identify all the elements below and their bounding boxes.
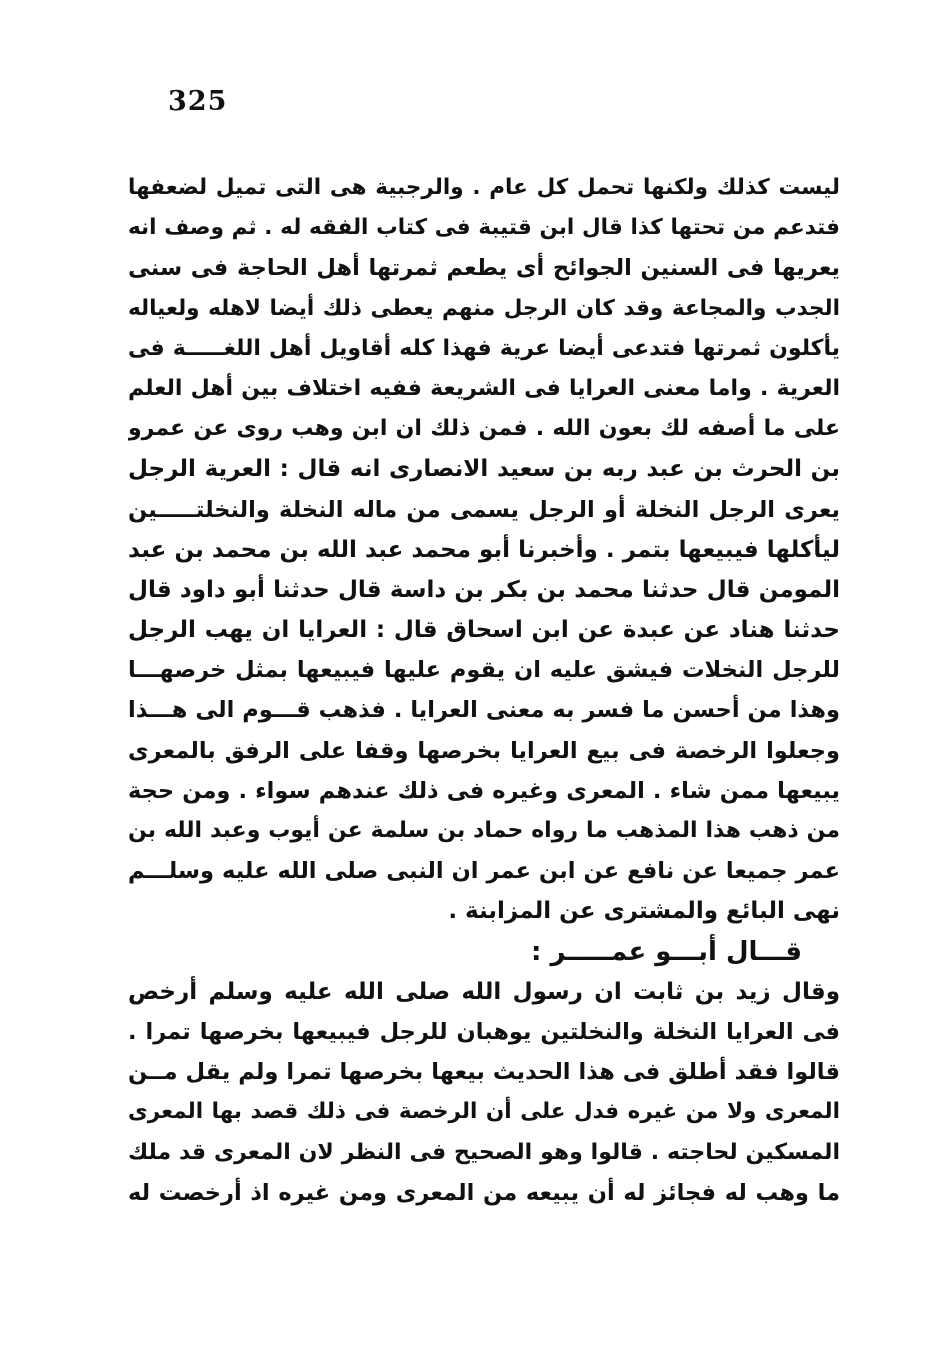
text-line: يعرى الرجل النخلة أو الرجل يسمى من ماله النخلة والنخلتـــــين — [128, 496, 840, 523]
text-line: للرجل النخلات فيشق عليه ان يقوم عليها فيبيعها بمثل خرصهـــا — [128, 657, 840, 684]
paragraph-2 — [128, 972, 840, 1213]
text-line: يأكلون ثمرتها فتدعى أيضا عرية فهذا كله أقاويل أهل اللغـــــة فى — [128, 335, 840, 361]
text-line: يعريها فى السنين الجوائح أى يطعم ثمرتها أهل الحاجة فى سنى — [128, 255, 840, 282]
section-heading: قـــال أبـــو عمـــــر : — [531, 936, 802, 967]
text-line: فتدعم من تحتها كذا قال ابن قتيبة فى كتاب الفقه له . ثم وصف انه — [128, 215, 840, 241]
text-line: ليست كذلك ولكنها تحمل كل عام . والرجبية هى التى تميل لضعفها — [128, 175, 840, 200]
text-line: العرية . واما معنى العرايا فى الشريعة ففيه اختلاف بين أهل العلم — [128, 375, 840, 401]
text-line: نهى البائع والمشترى عن المزابنة . — [448, 898, 840, 925]
text-line: المعرى ولا من غيره فدل على أن الرخصة فى ذلك قصد بها المعرى — [128, 1099, 840, 1125]
text-line: حدثنا هناد عن عبدة عن ابن اسحاق قال : العرايا ان يهب الرجل — [128, 617, 840, 644]
text-line: الجدب والمجاعة وقد كان الرجل منهم يعطى ذلك أيضا لاهله ولعياله — [128, 295, 840, 321]
text-line: عمر جميعا عن نافع عن ابن عمر ان النبى صلى الله عليه وسلـــم — [128, 858, 840, 885]
text-line: المومن قال حدثنا محمد بن بكر بن داسة قال حدثنا أبو داود قال — [128, 576, 840, 603]
text-line: من ذهب هذا المذهب ما رواه حماد بن سلمة عن أيوب وعبد الله بن — [128, 818, 840, 843]
paragraph-1 — [128, 168, 840, 932]
text-line: وهذا من أحسن ما فسر به معنى العرايا . فذهب قـــوم الى هـــذا — [128, 697, 840, 724]
page-number: 325 — [168, 86, 228, 117]
body-text — [128, 168, 840, 1213]
text-line: المسكين لحاجته . قالوا وهو الصحيح فى النظر لان المعرى قد ملك — [128, 1139, 840, 1165]
text-line: يبيعها ممن شاء . المعرى وغيره فى ذلك عندهم سواء . ومن حجة — [128, 777, 840, 804]
text-line: قالوا فقد أطلق فى هذا الحديث بيعها بخرصها تمرا ولم يقل مــن — [128, 1059, 840, 1086]
text-line: وقال زيد بن ثابت ان رسول الله صلى الله عليه وسلم أرخص — [128, 978, 840, 1005]
text-line: ليأكلها فيبيعها بتمر . وأخبرنا أبو محمد عبد الله بن محمد بن عبد — [128, 536, 840, 563]
text-line: فى العرايا النخلة والنخلتين يوهبان للرجل فيبيعها بخرصها تمرا . — [128, 1018, 840, 1045]
text-line: وجعلوا الرخصة فى بيع العرايا بخرصها وقفا على الرفق بالمعرى — [128, 737, 840, 764]
text-line: على ما أصفه لك بعون الله . فمن ذلك ان ابن وهب روى عن عمرو — [128, 416, 840, 442]
text-line: ما وهب له فجائز له أن يبيعه من المعرى ومن غيره اذ أرخصت له — [128, 1179, 840, 1206]
text-line: بن الحرث بن عبد ربه بن سعيد الانصارى انه قال : العرية الرجل — [128, 456, 840, 483]
